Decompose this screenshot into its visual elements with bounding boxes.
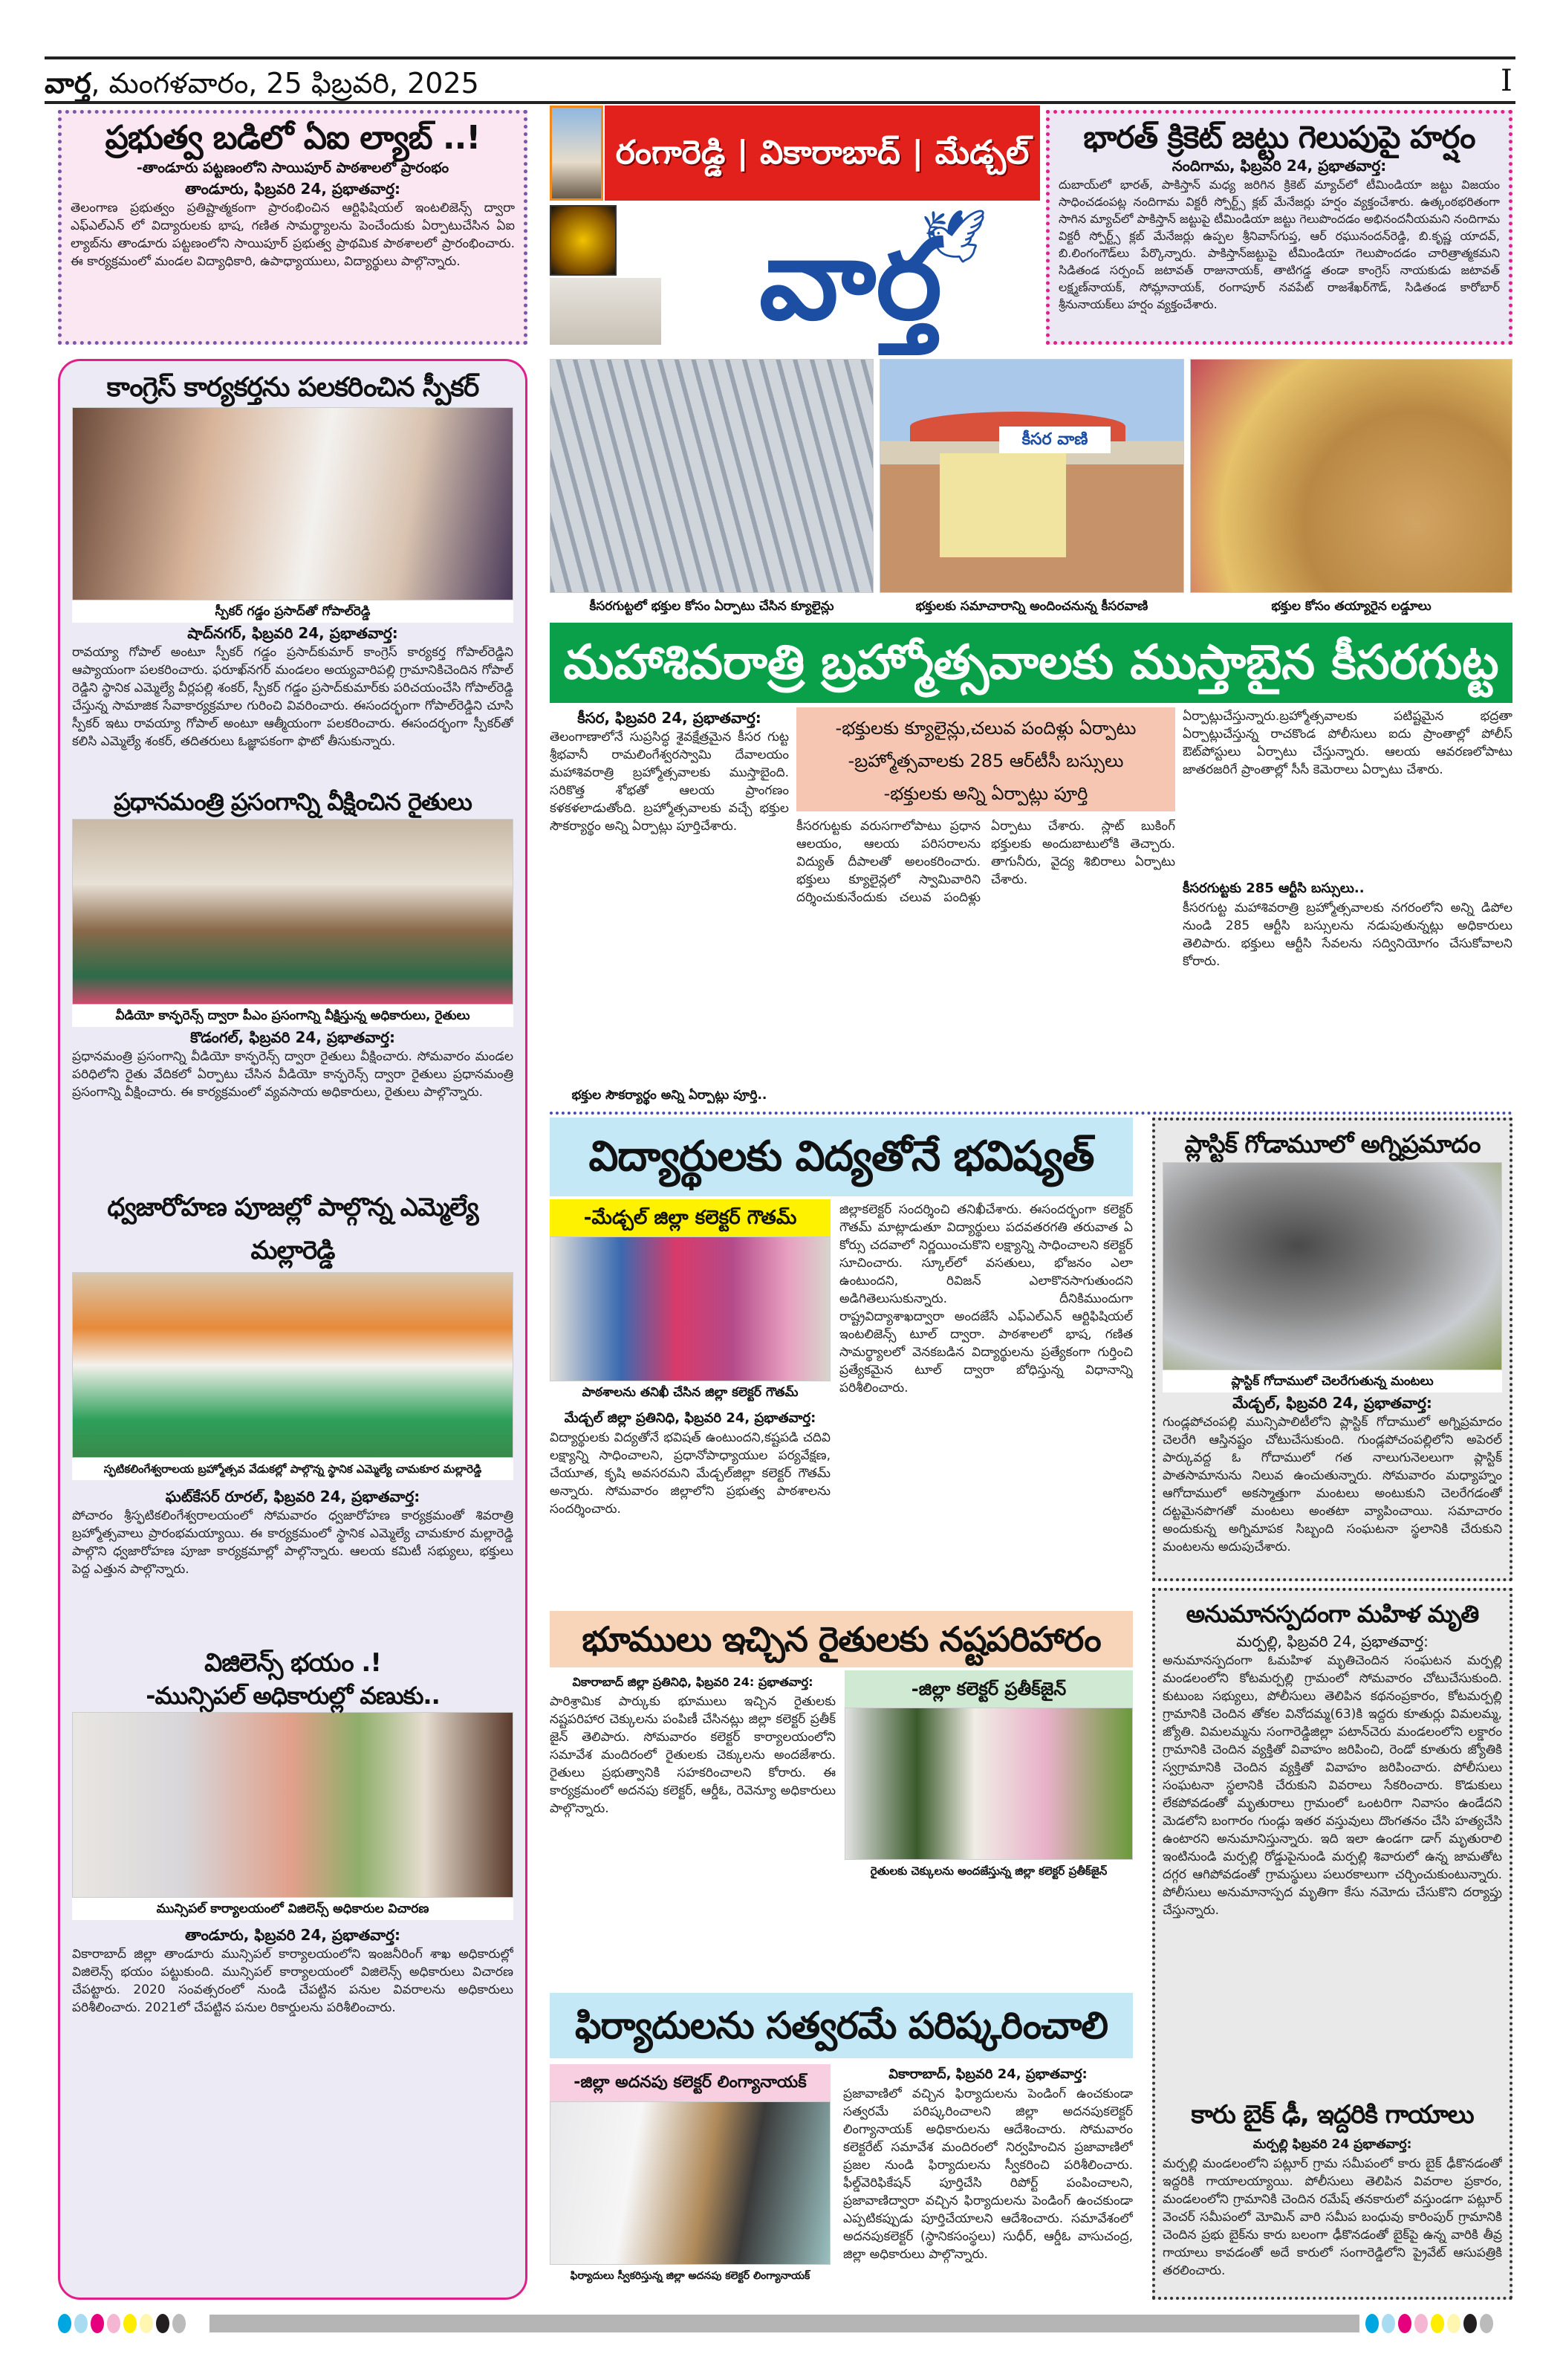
gray-dot [1480, 2314, 1493, 2333]
dateline: తాండూరు, ఫిబ్రవరి 24, ప్రభాతవార్త: [185, 1926, 400, 1944]
subheadline: -తాండూరు పట్టణంలోని సాయిపూర్ పాఠశాలలో ప్రారంభం [136, 159, 449, 176]
magenta-dot [91, 2314, 104, 2333]
photo-caption: పాఠశాలను తనిఖీ చేసిన జిల్లా కలెక్టర్ గౌతమ్ [550, 1381, 831, 1404]
bullet-point: -భక్తులకు క్యూలైన్లు,చలువ పందిళ్లు ఏర్పాటు [835, 718, 1137, 739]
pm-speech-photo [72, 819, 513, 1005]
dateline: మేడ్చల్ జిల్లా ప్రతినిధి, ఫిబ్రవరి 24, ప్రభాతవార్త: [564, 1410, 816, 1426]
light-cyan-dot [74, 2314, 88, 2333]
dateline: మేడ్చల్, ఫిబ్రవరి 24, ప్రభాతవార్త: [1232, 1394, 1432, 1412]
subheadline: -జిల్లా కలెక్టర్ ప్రతీక్‌జైన్ [845, 1670, 1133, 1708]
pink-dot [107, 2314, 120, 2333]
deity-photo [550, 205, 617, 276]
temple-photo [550, 106, 603, 201]
headline: ఫిర్యాదులను సత్వరమే పరిష్కరించాలి [550, 1993, 1133, 2058]
yellow-dot [123, 2314, 137, 2333]
photo-caption: వీడియో కాన్ఫరెన్స్ ద్వారా పీఎం ప్రసంగాన్ని వీక్షిస్తున్న అధికారులు, రైతులు [72, 1005, 513, 1027]
light-cyan-dot [1382, 2314, 1395, 2333]
dateline: వికారాబాద్, ఫిబ్రవరి 24, ప్రభాతవార్త: [888, 2066, 1088, 2082]
dove-icon: 🕊 [921, 206, 987, 267]
article-body: తెలంగాణ ప్రభుత్వం ప్రతిష్టాత్మకంగా ప్రారంభించిన ఆర్టిఫిషియల్ ఇంటలిజెన్స్ ద్వారా ఎఫ్ఎల్ఎన్ లో విద్యారులకు భాష, గణిత సామర్థ్యాలను పెంచేందుకు ఏర్పాటుచేసిన ఏఐ ల్యాబ్‌ను తాండూరు పట్టణంలోని సాయిపూర్ ప్రభుత్వ ప్రాథమిక పాఠశాలలో ప్రారంభించారు. ఈ కార్యక్రమంలో మండల విద్యాధికారి, ఉపాధ్యాయులు, విద్యార్థులు పాల్గొన్నారు. [71, 200, 515, 269]
article-cricket [1046, 110, 1512, 345]
article-body: జిల్లాకలెక్టర్ సందర్శించి తనిఖీచేశారు. ఈసందర్భంగా కలెక్టర్ గౌతమ్ మాట్లాడుతూ విద్యార్థులు పదవతరగతి తరువాత ఏ కోర్సు చదవాలో నిర్ణయించుకొని లక్ష్యాన్ని సాధించాలని కలెక్టర్ సూచించారు. స్కూల్‌లో వసతులు, భోజనం ఎలా ఉంటుందని, రివిజన్ ఎలాకొనసాగుతుందని అడిగితెలుసుకున్నారు. దీనికిముందుగా రాష్ట్రవిద్యాశాఖద్వారా అందజేసే ఎఫ్ఎల్ఎన్ ఆర్టిఫిషియల్ ఇంటలిజెన్స్ టూల్ ద్వారా. పాఠశాలలో భాష, గణిత సామర్థ్యాలలో వెనకబడిన విద్యార్థులను ప్రత్యేకంగా గుర్తించి ప్రత్యేకమైన టూల్ ద్వారా బోధిస్తున్న విధానాన్ని పరిశీలించారు. [839, 1202, 1133, 1395]
page-marker: I [1501, 64, 1512, 98]
subheadline: -మేడ్చల్ జిల్లా కలెక్టర్ గౌతమ్ [550, 1199, 831, 1236]
article-body: మర్పల్లి మండలంలోని పట్లూర్ గ్రామ సమీపంలో కారు బైక్ ఢీకొనడంతో ఇద్దరికి గాయాలయ్యాయి. పోలీసులు తెలిపిన వివరాల ప్రకారం, మండలంలోని గ్రామానికి చెందిన రమేష్ తనకారులో వస్తుండగా పట్లూర్ వెంచర్ సమీపంలో మోమిన్ వారి సమీప బంధువు కారింపుర్ గ్రామానికి చెందిన ప్రభు బైక్‌ను కారు బలంగా ఢీకొనడంతో బైక్‌పై ఉన్న వారికి తీవ్ర గాయాలు కావడంతో అదే కారులో సంగారెడ్డిలోని ప్రైవేట్ ఆసుపత్రికి తరలించారు. [1163, 2156, 1502, 2278]
headline: కారు బైక్ ఢీ, ఇద్దరికి గాయాలు [1191, 2100, 1474, 2130]
article-land-compensation [550, 1611, 1133, 1986]
kesaragutta-col-1 [550, 707, 789, 1109]
article-ai-lab [58, 110, 527, 345]
queue-lines-photo [550, 359, 874, 593]
dateline: ఘట్‌కేసర్ రూరల్, ఫిబ్రవరి 24, ప్రభాతవార్త: [165, 1488, 420, 1505]
fire-photo [1163, 1162, 1502, 1370]
black-dot [156, 2314, 169, 2333]
subhead: కీసరగుట్టకు 285 ఆర్టీసి బస్సులు.. [1183, 881, 1365, 896]
dateline: షాద్‌నగర్, ఫిబ్రవరి 24, ప్రభాతవార్త: [187, 624, 398, 642]
subhead: భక్తుల సౌకర్యార్థం అన్ని ఏర్పాట్లు పూర్తి.. [571, 1088, 767, 1103]
headline: ప్రభుత్వ బడిలో ఏఐ ల్యాబ్ ..! [105, 119, 481, 157]
top-rule [45, 56, 1515, 59]
article-body: ఏర్పాట్లుచేస్తున్నారు.బ్రహ్మోత్సవాలకు పటిష్టమైన భద్రతా ఏర్పాట్లుచేస్తున్న రాచకొండ పోలీసులు ఐదు ప్రాంతాల్లో పోలీస్ ఔట్‌పోస్టులు ఏర్పాటు చేస్తున్నారు. ఆలయ ఆవరణలోపాటు జాతరజరిగే ప్రాంతాల్లో సీసీ కెమెరాలు ఏర్పాటు చేశారు. [1183, 709, 1512, 777]
black-dot [1463, 2314, 1477, 2333]
subheadline: -మున్సిపల్ అధికారుల్లో వణుకు.. [146, 1682, 440, 1710]
temple-hall-photo [550, 278, 661, 345]
kesaragutta-col-2 [796, 707, 1175, 1109]
headline: భారత్ క్రికెట్ జట్టు గెలుపుపై హర్షం [1083, 119, 1475, 155]
dateline: నందిగామ, ఫిబ్రవరి 24, ప్రభాతవార్త: [1172, 157, 1387, 175]
article-body: వికారాబాద్ జిల్లా తాండూరు మున్సిపల్ కార్యాలయంలోని ఇంజనీరింగ్ శాఖ అధికారుల్లో విజిలెన్స్ భయం పట్టుకుంది. మున్సిపల్ కార్యాలయంలో విజిలెన్స్ అధికారులు విచారణ చేపట్టారు. 2020 సంవత్సరంలో నుండి చేపట్టిన పనుల వివరాలను అధికారులు పరిశీలించారు. 2021లో చేపట్టిన పనుల రికార్డులను పరిశీలించారు. [72, 1947, 513, 2015]
collector-gautam-photo [550, 1236, 831, 1381]
dateline: వికారాబాద్ జిల్లా ప్రతినిధి, ఫిబ్రవరి 24: ప్రభాతవార్త: [572, 1675, 813, 1689]
page-header [45, 65, 479, 101]
dateline: తాండూరు, ఫిబ్రవరి 24, ప్రభాతవార్త: [185, 179, 400, 198]
article-vidyarthi [550, 1118, 1133, 1604]
photo-caption: భక్తుల కోసం తయ్యారైన లడ్డూలు [1190, 595, 1512, 617]
article-body: పారిశ్రామిక పార్కుకు భూములు ఇచ్చిన రైతులకు నష్టపరిహార చెక్కులను పంపిణీ చేసినట్లు జిల్లా కలెక్టర్ ప్రతీక్ జైన్ తెలిపారు. సోమవారం కలెక్టర్ కార్యాలయంలోని సమావేశ మందిరంలో రైతులకు చెక్కులను అందజేశారు. రైతులు ప్రభుత్వానికి సహకరించాలని కోరారు. ఈ కార్యక్రమంలో అదనపు కలెక్టర్, ఆర్డీఓ, రెవెన్యూ అధికారులు పాల్గొన్నారు. [550, 1694, 836, 1816]
collector-prateek-photo [845, 1708, 1133, 1860]
left-column [58, 359, 527, 2300]
dateline: కొడంగల్, ఫిబ్రవరి 24, ప్రభాతవార్త: [190, 1028, 395, 1046]
magenta-dot [1398, 2314, 1411, 2333]
right-bottom-box [1152, 1588, 1512, 2300]
header-rule [45, 101, 1515, 104]
yellow-dot [1431, 2314, 1444, 2333]
dateline: మర్పల్లి ఫిబ్రవరి 24 ప్రభాతవార్త: [1252, 2137, 1412, 2152]
kesaragutta-photos [550, 359, 1512, 619]
paper-name: వార్త [45, 67, 91, 100]
kesaragutta-headline: మహాశివరాత్రి బ్రహ్మోత్సవాలకు ముస్తాబైన కీసరగుట్ట [550, 623, 1512, 703]
subheadline: -జిల్లా అదనపు కలెక్టర్ లింగ్యానాయక్ [550, 2064, 831, 2101]
article-mallareddy [72, 1186, 513, 1647]
photo-caption: ఫిర్యాదులు స్వీకరిస్తున్న జిల్లా అదనపు కలెక్టర్ లింగ్యానాయక్ [550, 2265, 831, 2287]
article-vigilance [72, 1647, 513, 2257]
article-body: అనుమానస్పదంగా ఓమహిళ మృతిచెందిన సంఘటన మర్పల్లి మండలంలోని కోటమర్పల్లి గ్రామంలో సోమవారం చోటుచేసుకుంది. కుటుంబ సభ్యులు, పోలీసులు తెలిపిన కథనంప్రకారం, కోటమర్పల్లి గ్రామానికి చెందిన తోకల వినోదమ్మ(63)కి ఇద్దరు కూతుర్లు విమలమ్మ, జ్యోతి. విమలమ్మను సంగారెడ్డిజిల్లా పటాన్‌చెరు మండలంలోని లక్డారం గ్రామానికి చెందిన వ్యక్తితో వివాహం జరిపించి, రెండో కూతురు జ్యోతికి స్వగ్రామానికి చెందిన వ్యక్తితో వివాహం జరిపించారు. పోలీసులు సంఘటనా స్థలానికి చేరుకుని వివరాలు సేకరించారు. కొడుకులు లేకపోవడంతో మృతురాలు గ్రామంలో ఒంటరిగా నివాసం ఉండేదని మెడలోని బంగారం గుండ్లు ఇతర వస్తువులు దొంగతనం చేసి హత్యచేసి ఉంటారని అనుమానిస్తున్నారు. ఇది ఇలా ఉండగా డాగ్ మృతురాలి ఇంటినుండి మర్పల్లి రోడ్డుపైనుండి మర్పల్లి శివారులో ఉన్న జామతోట దగ్గర ఆగిపోవడంతో గ్రామస్థులు పలురకాలుగా చర్చించుకుంటున్నారు. పోలీసులు అనుమానాస్పద మృతిగా కేసు నమోదు చేసుకొని దర్యాప్తు చేస్తున్నారు. [1163, 1653, 1502, 1918]
article-body: గుండ్లపోచంపల్లి మున్సిపాలిటీలోని ప్లాస్టిక్ గోదాములో అగ్నిప్రమాదం చెలరేగి ఆస్తినష్టం చోటుచేసుకుంది. గుండ్లపోచంపల్లిలోని అపెరల్ పార్కువద్ద ఓ గోదాములో గత నాలుగునెలలుగా ప్లాస్టిక్ పాతసామానును నిలువ ఉంచుతున్నారు. సోమవారం మధ్యాహ్నం ఆగోదాములో అకస్మాత్తుగా మంటలు అంటుకుని చెలరేగడంతో దట్టమైనపొగతో మంటలు అంతటా వ్యాపించాయి. సమాచారం అందుకున్న అగ్నిమాపక సిబ్బంది సంఘటనా స్థలానికి చేరుకుని మంటలను అదుపుచేశారు. [1163, 1415, 1502, 1554]
article-car-accident [1163, 2095, 1502, 2296]
article-body: తెలంగాణాలోనే సుప్రసిద్ధ శైవక్షేత్రమైన కీసర గుట్ట శ్రీభవానీ రామలింగేశ్వరస్వామి దేవాలయం మహాశివరాత్రి బ్రహ్మోత్సవాలకు ముస్తాబైంది. సరికొత్త శోభతో ఆలయ ప్రాంగణం కళకళలాడుతోంది. బ్రహ్మోత్సవాలకు వచ్చే భక్తుల సౌకర్యార్థం అన్ని ఏర్పాట్లు పూర్తిచేశారు. [550, 730, 789, 834]
photo-caption: భక్తులకు సమాచారాన్ని అందించనున్న కీసరవాణి [880, 595, 1184, 617]
gray-dot [172, 2314, 186, 2333]
mallareddy-photo [72, 1272, 513, 1458]
photo-caption: స్పీకర్ గడ్డం ప్రసాద్‌తో గోపాల్‌రెడ్డి [72, 600, 513, 623]
photo-caption: రైతులకు చెక్కులను అందజేస్తున్న జిల్లా కలెక్టర్ ప్రతీక్‌జైన్ [845, 1860, 1133, 1882]
article-body: కీసరగుట్ట మహాశివరాత్రి బ్రహ్మోత్సవాలకు నగరంలోని అన్ని డిపోల నుండి 285 ఆర్టీసి బస్సులను నడుపుతున్నట్లు అధికారులు తెలిపారు. భక్తులు ఆర్టీసి సేవలను సద్వినియోగం చేసుకోవాలని కోరారు. [1183, 901, 1512, 969]
article-body: విద్యార్థులకు విద్యతోనే భవిషత్ ఉంటుందని,కష్టపడి చదివి లక్ష్యాన్ని సాధించాలని, ప్రధానోపాధ్యాయుల పర్యవేక్షణ, చేయూత, కృషి అవసరమని మేడ్చల్‌జిల్లా కలెక్టర్ గౌతమ్ అన్నారు. సోమవారం జిల్లాలోని ప్రభుత్వ పాఠశాలను సందర్శించారు. [550, 1430, 831, 1517]
headline: ధ్వజారోహణ పూజల్లో పాల్గొన్న ఎమ్మెల్యే మల్లారెడ్డి [107, 1193, 478, 1265]
bullet-point: -భక్తులకు అన్ని ఏర్పాట్లు పూర్తి [883, 783, 1088, 804]
issue-date: , మంగళవారం, 25 ఫిబ్రవరి, 2025 [91, 67, 479, 100]
collector-lingyanayak-photo [550, 2101, 831, 2265]
article-body: ప్రజావాణిలో వచ్చిన ఫిర్యాదులను పెండింగ్ ఉంచకుండా సత్వరమే పరిష్కరించాలని జిల్లా అదనపుకలెక్టర్ లింగ్యానాయక్ అధికారులను ఆదేశించారు. సోమవారం కలెక్టరేట్ సమావేశ మందిరంలో నిర్వహించిన ప్రజావాణిలో ప్రజల నుండి ఫిర్యాదులను స్వీకరించి పరిశీలించారు. ఫీల్డ్‌వెరిఫికేషన్ పూర్తిచేసి రిపోర్ట్ పంపించాలని, ప్రజావాణిద్వారా వచ్చిన ఫిర్యాదులను పెండింగ్ ఉంచకుండా ఎప్పటికప్పుడు పూర్తిచేయాలని ఆదేశించారు. సమావేశంలో అదనపుకలెక్టర్ (స్థానికసంస్థలు) సుధీర్, ఆర్డీఓ వాసుచంద్ర, జిల్లా అధికారులు పాల్గొన్నారు. [843, 2086, 1133, 2262]
headline: ప్లాస్టిక్ గోడామూలో అగ్నిప్రమాదం [1184, 1129, 1481, 1158]
cyan-dot [1365, 2314, 1379, 2333]
kesaravani-photo [880, 359, 1184, 593]
bullet-box [796, 707, 1175, 811]
headline: విద్యార్థులకు విద్యతోనే భవిష్యత్ [550, 1118, 1133, 1196]
vigilance-photo [72, 1712, 513, 1898]
district-banner: రంగారెడ్డి | వికారాబాద్ | మేడ్చల్ [605, 106, 1040, 201]
photo-caption: కీసరగుట్టలో భక్తుల కోసం ఏర్పాటు చేసిన క్యూలైన్లు [550, 595, 874, 617]
laddus-photo [1190, 359, 1512, 593]
article-body: కీసరగుట్టకు వరుసగాలోపాటు ప్రధాన ఆలయం, ఆలయ పరిసరాలను విద్యుత్ దీపాలతో అలంకరించారు. భక్తులు క్యూలైన్లలో స్వామివారిని దర్శించుకునేందుకు చలువ పందిళ్లు ఏర్పాటు చేశారు. స్లాట్ బుకింగ్ భక్తులకు అందుబాటులోకి తెచ్చారు. తాగునీరు, వైద్య శిబిరాలు ఏర్పాటు చేశారు. [796, 819, 1175, 905]
article-speaker [72, 369, 513, 785]
kesaragutta-col-3 [1183, 707, 1512, 1109]
varta-logo: వార్త [758, 215, 943, 345]
bullet-point: -బ్రహ్మోత్సవాలకు 285 ఆర్‌టీసీ బస్సులు [848, 750, 1124, 771]
article-complaints [550, 1993, 1133, 2299]
headline: అనుమానస్పదంగా మహిళ మృతి [1186, 1600, 1479, 1628]
article-body: పోచారం శ్రీస్ఫటికలింగేశ్వరాలయంలో సోమవారం ధ్వజారోహణ కార్యక్రమంతో శివరాత్రి బ్రహ్మోత్సవాలు ప్రారంభమయ్యాయి. ఈ కార్యక్రమంలో స్థానిక ఎమ్మెల్యే చామకూర మల్లారెడ్డి పాల్గొని ధ్వజారోహణ పూజా కార్యక్రమాల్లో పాల్గొన్నారు. ఆలయ కమిటీ సభ్యులు, భక్తులు పెద్ద ఎత్తున పాల్గొన్నారు. [72, 1508, 513, 1577]
article-pm-speech [72, 785, 513, 1186]
article-body: రావయ్యా గోపాల్ అంటూ స్పీకర్ గడ్డం ప్రసాద్‌కుమార్ కాంగ్రెస్ కార్యకర్త గోపాల్‌రెడ్డిని ఆప్యాయంగా పలకరించారు. ఫరూఖ్‌నగర్ మండలం అయ్యవారిపల్లి గ్రామానికిచెందిన గోపాల్ రెడ్డిని స్థానిక ఎమ్మెల్యే వీర్లపల్లి శంకర్, స్పీకర్ గడ్డం ప్రసాద్‌కుమార్‌కు పరిచయంచేసి గోపాల్‌రెడ్డి చేస్తున్న సామాజిక సేవాకార్యక్రమాల గురించి వివరించారు. ఈసందర్భంగా గోపాల్‌రెడ్డిని చూసి స్పీకర్ ఇటు రావయ్యా గోపాల్ అంటూ ఆత్మీయంగా పలకరించారు. ఈసందర్భంగా స్పీకర్‌తో కలిసి ఎమ్మెల్యే శంకర్, తదితరులు ఓజ్ఞాపకంగా ఫొటో తీసుకున్నారు. [72, 645, 513, 749]
headline: భూములు ఇచ్చిన రైతులకు నష్టపరిహారం [550, 1611, 1133, 1667]
kesaravani-sign: కీసర వాణి [999, 427, 1111, 453]
dateline: మర్పల్లి, ఫిబ్రవరి 24, ప్రభాతవార్త: [1236, 1632, 1429, 1650]
speaker-photo [72, 407, 513, 600]
bottom-bar [209, 2315, 1359, 2332]
article-fire [1152, 1118, 1512, 1581]
district-masthead [550, 106, 1040, 345]
cyan-dot [58, 2314, 71, 2333]
section-divider [550, 1112, 1512, 1115]
article-woman-death [1163, 1597, 1502, 2079]
article-body: దుబాయ్‌లో భారత్, పాకిస్తాన్ మధ్య జరిగిన క్రికెట్ మ్యాచ్‌లో టీమిండియా జట్టు విజయం సాధించడంపట్ల నందిగామ విక్టరీ స్పోర్ట్స్ క్లబ్ మేనేజర్లు హర్షం వ్యక్తంచేశారు. ఉత్కంఠభరితంగా సాగిన మ్యాచ్‌లో పాకిస్తాన్ జట్టుపై టీమిండియా జట్టు గెలుపొందడం అభినందనీయమని నందిగామ విక్టరీ స్పోర్ట్స్ క్లబ్ మేనేజర్లు ఉప్పల శ్రీనివాస్‌గుప్త, ఆర్ రఘునందన్‌రెడ్డి, బి.కృష్ణ యాదవ్, బి.లింగంగౌడ్‌లు పేర్కొన్నారు. పాకిస్తాన్‌జట్టుపై టీమిండియా గెలుపొందడం చారిత్రాత్మకమని సిడితండ సర్పంచ్ జటావత్ రాజునాయక్, తాటిగడ్డ తండా కాంగ్రెస్ నాయకుడు జటావత్ లక్ష్మణ్‌నాయక్, సోమ్లానాయక్, రంగాపూర్ నవపేట్ రాజశేఖర్‌గౌడ్, సిడితండ కారోబార్ శ్రీనునాయక్‌లు హర్షం వ్యక్తంచేశారు. [1059, 178, 1500, 312]
registration-marks-right [1365, 2314, 1514, 2335]
pink-dot [1414, 2314, 1428, 2333]
light-yellow-dot [1447, 2314, 1460, 2333]
photo-caption: మున్సిపల్ కార్యాలయంలో విజిలెన్స్ అధికారుల విచారణ [72, 1898, 513, 1920]
photo-caption: స్ఫటికలింగేశ్వరాలయ బ్రహ్మోత్సవ వేడుకల్లో పాల్గొన్న స్థానిక ఎమ్మెల్యే చామకూర మల్లారెడ్డి [72, 1458, 513, 1480]
photo-caption: ప్లాస్టిక్ గోదాములో చెలరేగుతున్న మంటలు [1163, 1370, 1502, 1392]
article-body: ప్రధానమంత్రి ప్రసంగాన్ని వీడియో కాన్ఫరెన్స్ ద్వారా రైతులు వీక్షించారు. సోమవారం మండల పరిధిలోని రైతు వేదికలో ఏర్పాటు చేసిన వీడియో కాన్ఫరెన్స్ ద్వారా రైతులు ప్రధానమంత్రి ప్రసంగాన్ని వీక్షించారు. ఈ కార్యక్రమంలో వ్యవసాయ అధికారులు, రైతులు పాల్గొన్నారు. [72, 1049, 513, 1100]
registration-marks-left [58, 2314, 207, 2335]
headline: కాంగ్రెస్ కార్యకర్తను పలకరించిన స్పీకర్ [106, 372, 479, 403]
dateline: కీసర, ఫిబ్రవరి 24, ప్రభాతవార్త: [577, 709, 761, 727]
headline: విజిలెన్స్ భయం .! [204, 1648, 381, 1678]
kiosk-body [940, 453, 1066, 557]
light-yellow-dot [140, 2314, 153, 2333]
headline: ప్రధానమంత్రి ప్రసంగాన్ని వీక్షించిన రైతులు [114, 788, 472, 816]
